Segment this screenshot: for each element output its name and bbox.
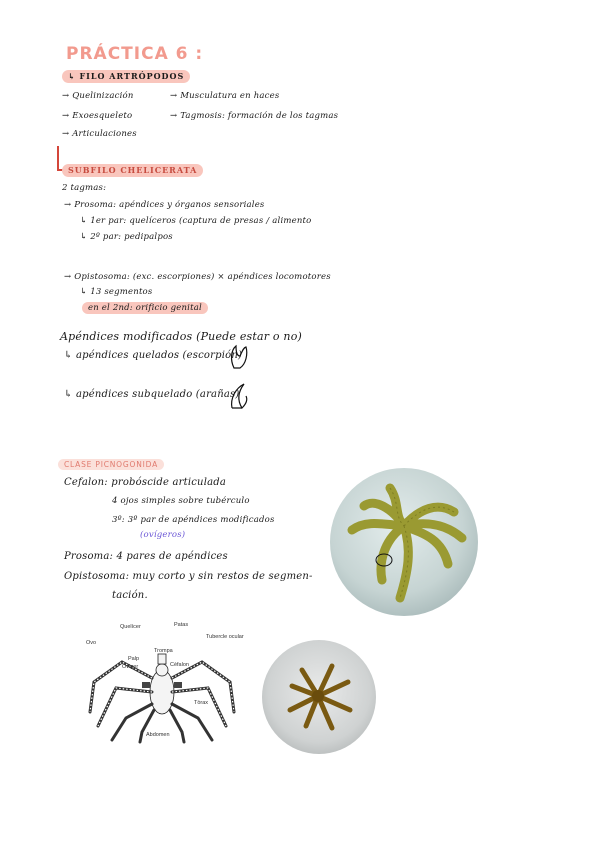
phylum-heading: ↳ FILO ARTRÓPODOS — [62, 70, 190, 83]
chelate-line: ↳ apéndices quelados (escorpión) — [64, 350, 243, 361]
prosoma-line: → Prosoma: apéndices y órganos sensoriales — [64, 200, 265, 210]
subphylum-heading: SUBFILO CHELICERATA — [62, 164, 203, 177]
modified-title: Apéndices modificados (Puede estar o no) — [60, 330, 303, 343]
ovigeros-label: (ovígeros) — [140, 530, 186, 540]
feature-2: → Exoesqueleto — [62, 111, 133, 121]
class-heading: CLASE PICNOGONIDA — [58, 459, 164, 470]
opistosoma-line-2b: tación. — [112, 590, 148, 601]
eyes-line: 4 ojos simples sobre tubérculo — [112, 496, 250, 506]
genital-line: en el 2nd: orificio genital — [82, 302, 208, 314]
pycnogonid-diagram — [82, 622, 242, 744]
chela-sketch-icon — [228, 344, 250, 374]
opistosoma-line-2a: Opistosoma: muy corto y sin restos de segmen- — [64, 571, 313, 582]
label-palp: Palp — [128, 656, 140, 662]
feature-3: → Articulaciones — [62, 129, 137, 139]
feature-5: → Tagmosis: formación de los tagmas — [170, 111, 339, 121]
label-cefalon: Cèfalon — [170, 662, 189, 668]
feature-1: → Quelinización — [62, 91, 134, 101]
label-patas: Patas — [174, 622, 189, 628]
label-abdomen: Abdomen — [146, 732, 170, 738]
prosoma-line-2: Prosoma: 4 pares de apéndices — [64, 551, 228, 562]
label-tuberculo: Tubercle ocular — [206, 634, 244, 640]
segments-line: ↳ 13 segmentos — [80, 287, 153, 297]
third-pair-line: 3º: 3º par de apéndices modificados — [112, 515, 275, 525]
pair2-line: ↳ 2º par: pedipalpos — [80, 232, 173, 242]
pair1-line: ↳ 1er par: quelíceros (captura de presas / alimento — [80, 216, 312, 226]
label-queliceros: Quelícer — [120, 624, 141, 630]
subchelate-line: ↳ apéndices subquelado (arañas) — [64, 389, 240, 400]
specimen-photo-large — [330, 468, 478, 616]
label-ovigers: Oviger — [122, 664, 139, 670]
opistosoma-line: → Opistosoma: (exc. escorpiones) × apéndices locomotores — [64, 272, 331, 282]
tagmas-title: 2 tagmas: — [62, 183, 107, 193]
cefalon-line: Cefalon: probóscide articulada — [64, 477, 227, 488]
label-ovo: Ovo — [86, 640, 97, 646]
feature-4: → Musculatura en haces — [170, 91, 280, 101]
subchela-sketch-icon — [228, 382, 252, 416]
label-trompa: Trompa — [154, 648, 173, 654]
label-torax: Tòrax — [194, 700, 209, 706]
specimen-photo-small — [262, 640, 376, 754]
page-title: PRÁCTICA 6 : — [66, 44, 204, 64]
